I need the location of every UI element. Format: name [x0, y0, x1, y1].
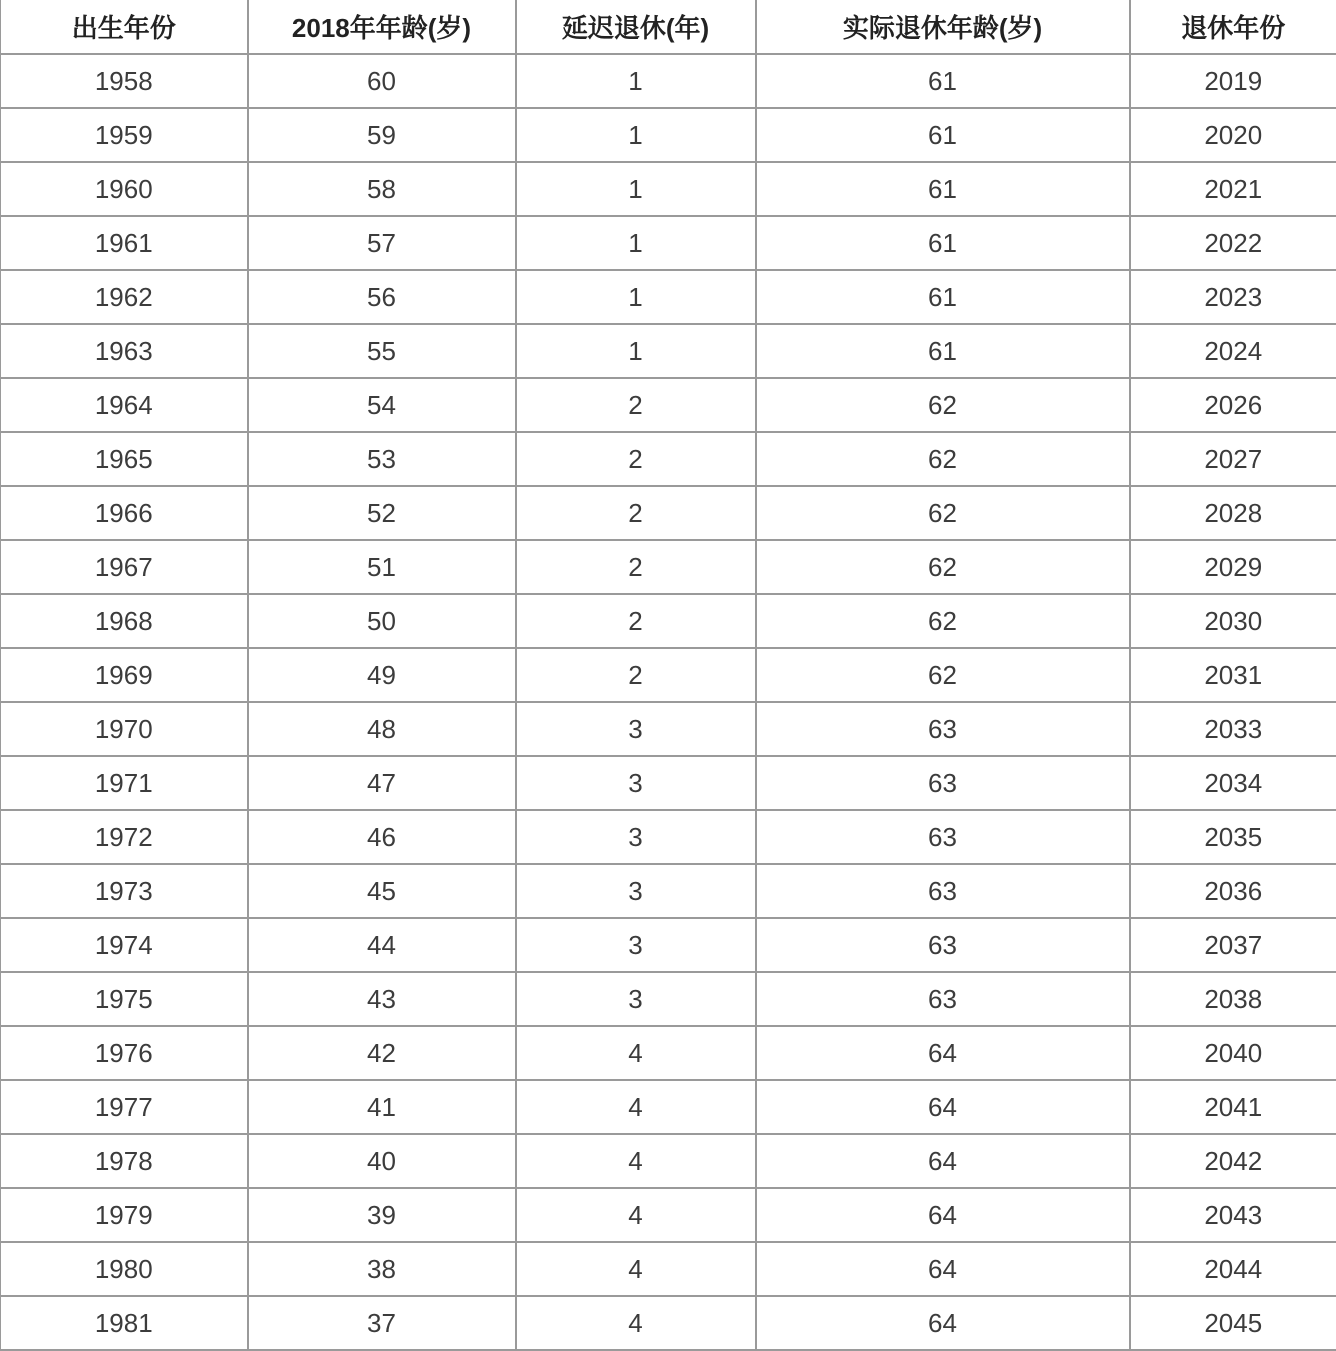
cell-birth-year: 1973 — [1, 864, 248, 918]
cell-delay-years: 2 — [516, 540, 756, 594]
cell-retirement-year: 2031 — [1130, 648, 1336, 702]
cell-birth-year: 1963 — [1, 324, 248, 378]
table-row — [1, 540, 1336, 594]
cell-actual-retirement-age: 63 — [756, 972, 1130, 1026]
table-row — [1, 54, 1336, 108]
cell-delay-years: 2 — [516, 648, 756, 702]
cell-delay-years: 2 — [516, 432, 756, 486]
cell-delay-years: 1 — [516, 108, 756, 162]
cell-actual-retirement-age: 63 — [756, 756, 1130, 810]
cell-actual-retirement-age: 62 — [756, 540, 1130, 594]
cell-delay-years: 4 — [516, 1296, 756, 1350]
cell-age-2018: 38 — [248, 1242, 516, 1296]
cell-retirement-year: 2038 — [1130, 972, 1336, 1026]
cell-actual-retirement-age: 64 — [756, 1080, 1130, 1134]
cell-age-2018: 56 — [248, 270, 516, 324]
cell-actual-retirement-age: 61 — [756, 216, 1130, 270]
cell-delay-years: 4 — [516, 1026, 756, 1080]
cell-age-2018: 43 — [248, 972, 516, 1026]
cell-birth-year: 1978 — [1, 1134, 248, 1188]
cell-actual-retirement-age: 61 — [756, 324, 1130, 378]
cell-retirement-year: 2024 — [1130, 324, 1336, 378]
cell-birth-year: 1981 — [1, 1296, 248, 1350]
cell-age-2018: 59 — [248, 108, 516, 162]
cell-delay-years: 3 — [516, 918, 756, 972]
cell-retirement-year: 2035 — [1130, 810, 1336, 864]
cell-actual-retirement-age: 64 — [756, 1242, 1130, 1296]
table-row — [1, 324, 1336, 378]
cell-age-2018: 55 — [248, 324, 516, 378]
cell-retirement-year: 2045 — [1130, 1296, 1336, 1350]
cell-retirement-year: 2022 — [1130, 216, 1336, 270]
cell-age-2018: 45 — [248, 864, 516, 918]
header-delay-years: 延迟退休(年) — [516, 0, 756, 54]
cell-retirement-year: 2034 — [1130, 756, 1336, 810]
cell-actual-retirement-age: 64 — [756, 1296, 1130, 1350]
cell-age-2018: 58 — [248, 162, 516, 216]
cell-delay-years: 3 — [516, 810, 756, 864]
cell-actual-retirement-age: 63 — [756, 702, 1130, 756]
cell-retirement-year: 2043 — [1130, 1188, 1336, 1242]
table-row — [1, 1026, 1336, 1080]
cell-age-2018: 44 — [248, 918, 516, 972]
cell-age-2018: 39 — [248, 1188, 516, 1242]
cell-age-2018: 57 — [248, 216, 516, 270]
cell-retirement-year: 2021 — [1130, 162, 1336, 216]
cell-birth-year: 1971 — [1, 756, 248, 810]
cell-birth-year: 1961 — [1, 216, 248, 270]
cell-age-2018: 42 — [248, 1026, 516, 1080]
cell-birth-year: 1960 — [1, 162, 248, 216]
table-header-row — [1, 0, 1336, 54]
cell-delay-years: 1 — [516, 270, 756, 324]
cell-actual-retirement-age: 64 — [756, 1026, 1130, 1080]
cell-delay-years: 4 — [516, 1188, 756, 1242]
table-row — [1, 270, 1336, 324]
cell-age-2018: 54 — [248, 378, 516, 432]
header-birth-year: 出生年份 — [1, 0, 248, 54]
cell-birth-year: 1964 — [1, 378, 248, 432]
cell-retirement-year: 2023 — [1130, 270, 1336, 324]
cell-retirement-year: 2041 — [1130, 1080, 1336, 1134]
table-row — [1, 864, 1336, 918]
table-body — [1, 54, 1336, 1350]
cell-age-2018: 49 — [248, 648, 516, 702]
cell-delay-years: 1 — [516, 162, 756, 216]
table-row — [1, 918, 1336, 972]
cell-delay-years: 1 — [516, 324, 756, 378]
cell-retirement-year: 2037 — [1130, 918, 1336, 972]
cell-actual-retirement-age: 61 — [756, 162, 1130, 216]
table-row — [1, 756, 1336, 810]
cell-actual-retirement-age: 63 — [756, 864, 1130, 918]
cell-birth-year: 1962 — [1, 270, 248, 324]
cell-actual-retirement-age: 62 — [756, 486, 1130, 540]
cell-retirement-year: 2040 — [1130, 1026, 1336, 1080]
cell-age-2018: 37 — [248, 1296, 516, 1350]
cell-retirement-year: 2027 — [1130, 432, 1336, 486]
cell-age-2018: 53 — [248, 432, 516, 486]
cell-age-2018: 46 — [248, 810, 516, 864]
cell-age-2018: 50 — [248, 594, 516, 648]
cell-actual-retirement-age: 62 — [756, 594, 1130, 648]
cell-actual-retirement-age: 62 — [756, 432, 1130, 486]
table-row — [1, 810, 1336, 864]
cell-birth-year: 1967 — [1, 540, 248, 594]
cell-actual-retirement-age: 63 — [756, 810, 1130, 864]
cell-retirement-year: 2020 — [1130, 108, 1336, 162]
cell-delay-years: 2 — [516, 594, 756, 648]
cell-delay-years: 4 — [516, 1242, 756, 1296]
table-row — [1, 594, 1336, 648]
cell-actual-retirement-age: 61 — [756, 270, 1130, 324]
cell-retirement-year: 2026 — [1130, 378, 1336, 432]
cell-actual-retirement-age: 64 — [756, 1188, 1130, 1242]
cell-retirement-year: 2030 — [1130, 594, 1336, 648]
table-row — [1, 1242, 1336, 1296]
cell-birth-year: 1968 — [1, 594, 248, 648]
cell-birth-year: 1980 — [1, 1242, 248, 1296]
table-row — [1, 378, 1336, 432]
cell-birth-year: 1958 — [1, 54, 248, 108]
cell-delay-years: 3 — [516, 756, 756, 810]
table-row — [1, 162, 1336, 216]
cell-actual-retirement-age: 61 — [756, 108, 1130, 162]
cell-actual-retirement-age: 62 — [756, 648, 1130, 702]
cell-actual-retirement-age: 63 — [756, 918, 1130, 972]
table-row — [1, 486, 1336, 540]
cell-birth-year: 1959 — [1, 108, 248, 162]
cell-delay-years: 1 — [516, 54, 756, 108]
table-row — [1, 1296, 1336, 1350]
cell-retirement-year: 2042 — [1130, 1134, 1336, 1188]
header-actual-retirement-age: 实际退休年龄(岁) — [756, 0, 1130, 54]
table-row — [1, 1080, 1336, 1134]
table-row — [1, 972, 1336, 1026]
cell-delay-years: 1 — [516, 216, 756, 270]
cell-age-2018: 47 — [248, 756, 516, 810]
cell-actual-retirement-age: 62 — [756, 378, 1130, 432]
cell-retirement-year: 2029 — [1130, 540, 1336, 594]
table-row — [1, 648, 1336, 702]
cell-delay-years: 2 — [516, 378, 756, 432]
cell-birth-year: 1969 — [1, 648, 248, 702]
cell-birth-year: 1966 — [1, 486, 248, 540]
cell-retirement-year: 2036 — [1130, 864, 1336, 918]
cell-delay-years: 4 — [516, 1134, 756, 1188]
table-row — [1, 432, 1336, 486]
cell-birth-year: 1965 — [1, 432, 248, 486]
header-age-2018: 2018年年龄(岁) — [248, 0, 516, 54]
cell-retirement-year: 2033 — [1130, 702, 1336, 756]
cell-delay-years: 3 — [516, 702, 756, 756]
cell-age-2018: 51 — [248, 540, 516, 594]
cell-actual-retirement-age: 64 — [756, 1134, 1130, 1188]
cell-birth-year: 1977 — [1, 1080, 248, 1134]
cell-age-2018: 52 — [248, 486, 516, 540]
cell-delay-years: 3 — [516, 864, 756, 918]
cell-retirement-year: 2019 — [1130, 54, 1336, 108]
cell-delay-years: 4 — [516, 1080, 756, 1134]
table-row — [1, 108, 1336, 162]
table-row — [1, 702, 1336, 756]
table-row — [1, 1188, 1336, 1242]
cell-birth-year: 1975 — [1, 972, 248, 1026]
cell-delay-years: 2 — [516, 486, 756, 540]
header-retirement-year: 退休年份 — [1130, 0, 1336, 54]
cell-age-2018: 41 — [248, 1080, 516, 1134]
table-row — [1, 216, 1336, 270]
cell-age-2018: 60 — [248, 54, 516, 108]
cell-delay-years: 3 — [516, 972, 756, 1026]
cell-birth-year: 1979 — [1, 1188, 248, 1242]
cell-birth-year: 1972 — [1, 810, 248, 864]
cell-birth-year: 1970 — [1, 702, 248, 756]
cell-age-2018: 40 — [248, 1134, 516, 1188]
cell-actual-retirement-age: 61 — [756, 54, 1130, 108]
cell-retirement-year: 2044 — [1130, 1242, 1336, 1296]
cell-age-2018: 48 — [248, 702, 516, 756]
table-row — [1, 1134, 1336, 1188]
cell-birth-year: 1974 — [1, 918, 248, 972]
cell-retirement-year: 2028 — [1130, 486, 1336, 540]
cell-birth-year: 1976 — [1, 1026, 248, 1080]
